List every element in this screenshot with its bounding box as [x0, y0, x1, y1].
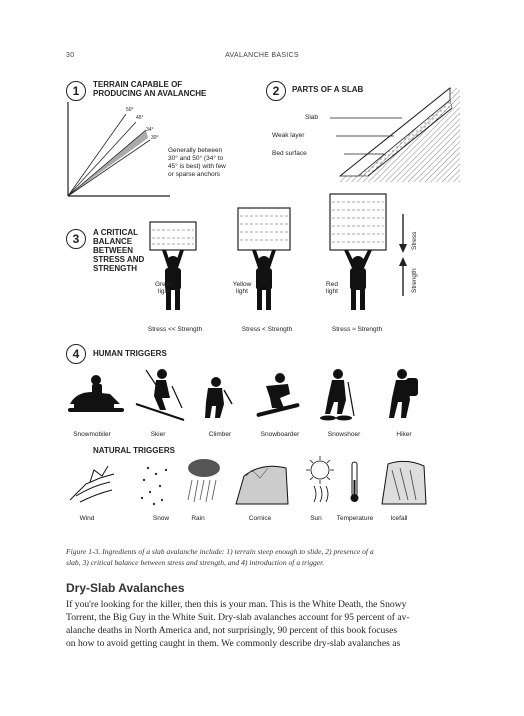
panel-3-title-line: STRENGTH — [93, 264, 137, 273]
trigger-label: Skier — [150, 431, 166, 438]
icefall-icon — [382, 461, 426, 504]
panel-number-1: 1 — [66, 81, 86, 101]
trigger-label: Temperature — [336, 515, 374, 522]
snowboarder-icon — [256, 373, 300, 417]
body-line: Torrent, the Big Guy in the White Suit. Dry-slab avalanches account for 95 percent of av- — [66, 612, 410, 623]
trigger-label: Snow — [152, 515, 170, 522]
stress-strength-figures — [140, 192, 400, 322]
sun-icon — [306, 456, 334, 502]
trigger-label: Snowmobiler — [73, 431, 111, 438]
natural-triggers-title: NATURAL TRIGGERS — [93, 446, 175, 455]
green-light-label — [152, 281, 176, 295]
page-number: 30 — [66, 52, 75, 59]
slope-note-line: Generally between — [168, 147, 223, 154]
panel-3-title-line: BETWEEN — [93, 246, 133, 255]
rain-icon — [188, 459, 220, 502]
slope-note-line: 45° is best) with few — [168, 163, 226, 170]
light-label-line: light — [326, 288, 338, 295]
slope-note-line: or sparse anchors — [168, 171, 221, 178]
strength-axis-label: Strength — [411, 268, 418, 293]
red-light-label — [320, 281, 344, 295]
caption-line: Figure 1-3. Ingredients of a slab avalanche include: 1) terrain steep enough to slide, 2) presence of a — [66, 547, 374, 556]
light-label-line: Yellow — [232, 281, 252, 288]
trigger-label: Climber — [208, 431, 232, 438]
weak-layer-label: Weak layer — [272, 132, 305, 139]
trigger-label: Sun — [310, 515, 322, 522]
panel-1-title-line: TERRAIN CAPABLE OF — [93, 80, 183, 89]
relation-label: Stress << Strength — [147, 326, 203, 333]
light-label-line: light — [236, 288, 248, 295]
thermometer-icon — [351, 462, 359, 502]
panel-2-title: PARTS OF A SLAB — [292, 85, 364, 94]
stress-axis-label: Stress — [411, 231, 418, 250]
slope-angle-diagram — [64, 100, 174, 200]
snowmobiler-icon — [68, 375, 124, 412]
angle-label: 45° — [136, 115, 144, 121]
figure-yellow — [252, 250, 276, 310]
strength-arrow-icon — [398, 256, 408, 296]
skier-icon — [136, 369, 184, 420]
wind-icon — [70, 466, 114, 502]
panel-1-title-line: PRODUCING AN AVALANCHE — [93, 89, 207, 98]
figure-caption — [66, 546, 466, 568]
slab-layers-diagram — [300, 86, 460, 182]
angle-label: 30° — [151, 135, 159, 141]
angle-label: 34° — [146, 127, 154, 133]
bed-surface-label: Bed surface — [272, 150, 307, 157]
relation-label: Stress ≈ Strength — [331, 326, 383, 333]
trigger-label: Cornice — [248, 515, 272, 522]
cornice-icon — [236, 466, 288, 504]
stress-arrow-icon — [398, 214, 408, 254]
light-label-line: light — [158, 288, 170, 295]
body-line: on how to avoid getting caught in them. We commonly describe dry-slab avalanches as — [66, 638, 401, 649]
figure-green — [162, 250, 184, 310]
panel-3-title-line: STRESS AND — [93, 255, 145, 264]
slope-note-line: 30° and 50° (34° to — [168, 155, 224, 162]
panel-3-title — [93, 228, 144, 273]
light-label-line: Green — [154, 281, 174, 288]
slab-label: Slab — [305, 114, 319, 121]
panel-number-4: 4 — [66, 344, 86, 364]
section-heading: Dry-Slab Avalanches — [66, 581, 185, 595]
body-line: If you're looking for the killer, then this is your man. This is the White Death, the Snowy — [66, 599, 407, 610]
trigger-label: Snowboarder — [260, 431, 300, 438]
angle-label: 50° — [126, 107, 134, 113]
body-line: alanche deaths in North America and, not surprisingly, 90 percent of this book focuses — [66, 625, 398, 636]
running-title: AVALANCHE BASICS — [225, 52, 299, 59]
yellow-light-label — [228, 281, 256, 295]
slope-note — [168, 147, 226, 179]
light-label-line: Red — [326, 281, 338, 288]
snow-icon — [141, 467, 167, 505]
climber-icon — [205, 377, 232, 418]
panel-3-title-line: A CRITICAL — [93, 228, 139, 237]
trigger-label: Rain — [191, 515, 205, 522]
trigger-label: Snowshoer — [327, 431, 361, 438]
panel-number-2: 2 — [266, 81, 286, 101]
natural-trigger-icons — [66, 456, 446, 512]
caption-line: slab, 3) critical balance between stress and strength, and 4) introduction of a trigger. — [66, 558, 325, 567]
figure-red — [344, 250, 372, 310]
body-paragraph — [66, 598, 466, 650]
trigger-label: Icefall — [390, 515, 408, 522]
human-trigger-icons — [66, 364, 446, 426]
relation-label: Stress < Strength — [241, 326, 293, 333]
trigger-label: Hiker — [396, 431, 412, 438]
panel-number-3: 3 — [66, 229, 86, 249]
trigger-label: Wind — [79, 515, 95, 522]
human-triggers-title: HUMAN TRIGGERS — [93, 349, 167, 358]
panel-1-title — [93, 80, 206, 98]
hiker-icon — [389, 369, 418, 418]
panel-3-title-line: BALANCE — [93, 237, 133, 246]
snowshoer-icon — [320, 369, 354, 421]
